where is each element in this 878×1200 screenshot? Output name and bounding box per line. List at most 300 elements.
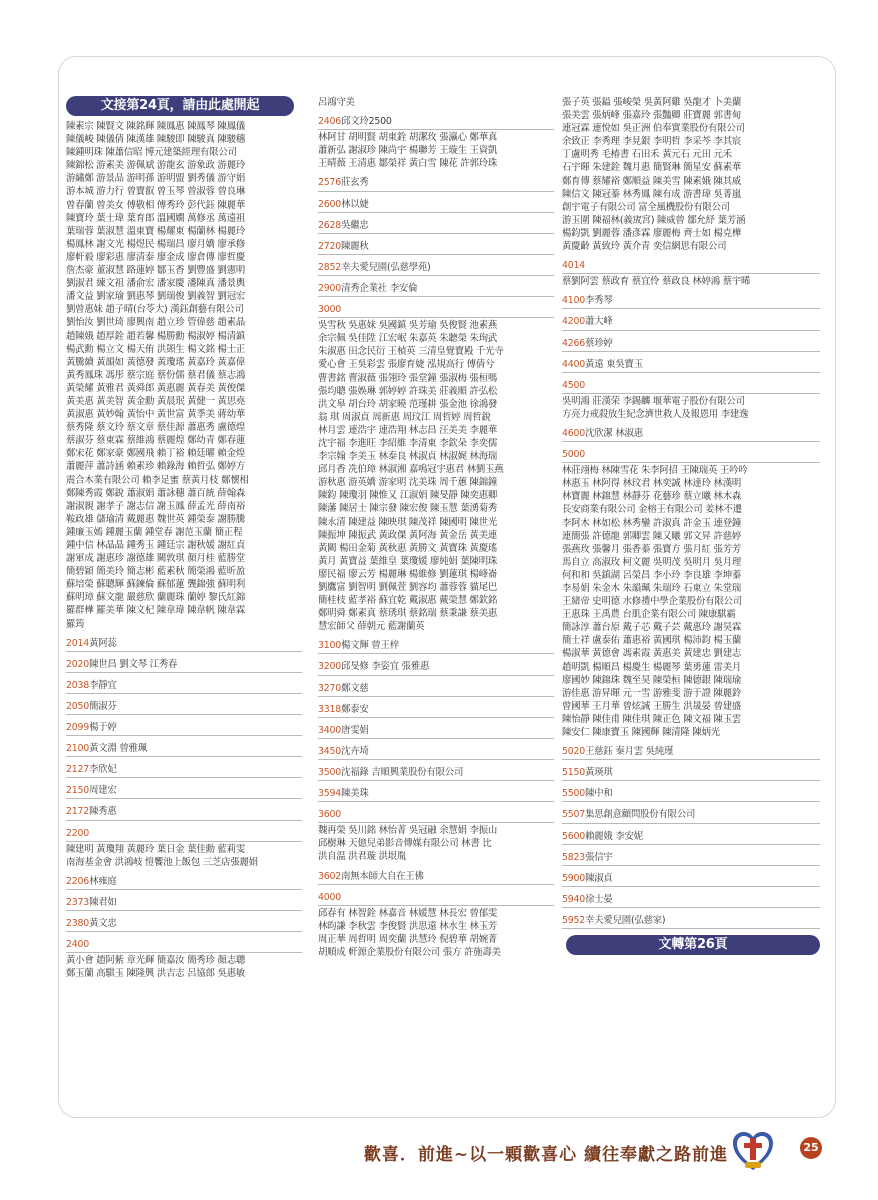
donor-names-line: 慧宏師父 薛朝元 藍謝蘭英 (318, 621, 425, 633)
donation-amount: 5900 (562, 872, 586, 884)
donation-amount: 4266 (562, 337, 586, 349)
donor-names-inline: 簡淑芬 (89, 700, 117, 712)
donation-amount: 5940 (562, 893, 586, 905)
donor-names-line: 蔡淑芬 蔡東霖 蔡維鴻 蔡麗煌 鄭幼青 鄭春蓮 (66, 435, 246, 447)
donation-section (318, 660, 554, 675)
donor-names-line: 劉曾惠妹 趙子晴(台苓大) 漢鈺創藝有限公司 (66, 304, 244, 316)
donor-names-inline: 楊于婷 (89, 722, 117, 734)
donation-amount: 3000 (318, 304, 342, 316)
donation-section (562, 259, 820, 288)
donation-amount-heading (318, 724, 554, 739)
donation-section (562, 872, 820, 887)
donor-names-line: 趙陳娥 趙厚銓 趙若馨 楊勝勳 楊淑婷 楊清鎮 (66, 330, 246, 342)
donor-names-line: 黃小會 趙阿紫 章光輝 簡嘉汝 簡秀珍 顏志聰 (66, 955, 246, 967)
donation-section (66, 827, 302, 869)
donor-names-inline: 蔡珍婷 (585, 337, 613, 349)
donation-section (318, 219, 554, 234)
donor-names-line: 黃慶齡 黃致玲 黃介青 奕信網思有限公司 (562, 241, 727, 253)
donor-names-line: 沈宇福 李進旺 李紹維 李清東 李欽朵 李奕儒 (318, 437, 498, 449)
continued-to-banner: 文轉第26頁 (566, 935, 820, 955)
donation-amount-heading (318, 261, 554, 276)
donation-amount: 3450 (318, 745, 342, 757)
donation-amount-heading (66, 805, 302, 820)
page-footer (0, 1136, 878, 1176)
donor-sections-left (66, 120, 302, 980)
donor-names-line: 張燕玫 張馨月 張香蓁 張寶方 張月紅 張芳芳 (562, 543, 742, 555)
donor-names-line: 陳藩 陳居士 陳宗發 陳宏俊 陳玉慧 葉湧菊秀 (318, 503, 498, 515)
donation-amount: 3600 (318, 809, 342, 821)
donor-names-line: 黃秀鳳珠 馮彤 蔡宗庭 蔡份儒 蔡君儀 蔡志鴻 (66, 369, 246, 381)
donation-amount: 4014 (562, 260, 586, 272)
donor-names-line: 鄭宋花 鄭家豪 鄭國飛 賴丁裕 賴廷曜 賴金煌 (66, 448, 246, 460)
donor-names-line: 陳怡靜 陳佳甫 陳佳琪 陳正色 陳文福 陳玉雲 (562, 713, 742, 725)
donation-amount-heading (318, 703, 554, 718)
donor-names-line: 簡桂枝 藍孝裕 蘇宜乾 戴淑惠 戴榮慧 鄭欽銘 (318, 595, 498, 607)
donor-names-line: 黃闕 楊田金菊 黃秋惠 黃勝文 黃寶珠 黃慶瑤 (318, 542, 498, 554)
donor-names-line: 林莊翊梅 林陳雪花 朱李阿招 王陳瑞英 王吟吟 (562, 465, 748, 477)
donor-names-line: 趙明凱 楊順昌 楊慶生 楊麗琴 葉勇蓮 雷美月 (562, 661, 742, 673)
donation-section (66, 679, 302, 694)
donor-names-inline: 南無本師大自在王佛 (341, 870, 424, 882)
donation-section (66, 896, 302, 911)
donor-names-line: 簡士祥 盧泰佑 蕭惠裕 黃國琪 楊沛鈞 楊玉蘭 (562, 635, 742, 647)
donor-names-line: 洪自温 洪君璇 洪垠胤 (318, 851, 407, 863)
donation-amount: 2150 (66, 785, 90, 797)
donation-amount-heading (66, 938, 302, 953)
donor-names-inline: 徐士晏 (585, 893, 613, 905)
donor-names-inline: 陳世昌 劉文琴 江秀春 (89, 658, 178, 670)
donor-names-line: 林月雲 連浩宇 連浩翔 林志昌 汪美美 李麗華 (318, 424, 498, 436)
donor-names-inline: 陳美珠 (341, 788, 369, 800)
donation-amount: 3602 (318, 870, 342, 882)
donor-names-line: 王惠珠 王禹農 台肌企業有限公司 陳康騏霸 (562, 609, 736, 621)
donation-amount: 3200 (318, 661, 342, 673)
donor-sections-right (562, 96, 820, 929)
donor-names-line: 簡詠淳 蕭台原 戴子芯 戴子芸 戴惠玲 謝昊霖 (562, 622, 742, 634)
donor-names-line: 陳永清 陳建益 陳映琪 陳茂祥 陳國明 陳世光 (318, 516, 498, 528)
donor-names-line: 魏再榮 吳川銘 林怡菁 吳冠融 余慧娟 李振山 (318, 825, 498, 837)
donor-names-line: 游秋惠 游英嬌 游家明 沈美珠 周千蕙 陳錦鐘 (318, 477, 498, 489)
donation-amount: 5600 (562, 830, 586, 842)
donor-names-inline: 陳麗秋 (341, 240, 369, 252)
donor-names-line: 吳雪秋 吳惠妹 吳國鎮 吳芳瑜 吳俊賢 池素燕 (318, 320, 498, 332)
column-middle (318, 96, 554, 965)
donor-names-line: 張美雲 張炳峰 張嘉玲 張豔卿 莊寶麗 郭書甸 (562, 110, 742, 122)
donor-names-inline: 邱旻修 李姿宜 張雅惠 (341, 661, 430, 673)
donor-names-line: 陳寶玲 葉士瑋 葉育郎 溫國嫺 萬修丞 萬遠祖 (66, 212, 246, 224)
donation-amount-heading (66, 827, 302, 842)
donation-section (66, 721, 302, 736)
donor-names-line: 余致正 李秀理 李見銀 李明哲 李采芩 李其宸 (562, 136, 742, 148)
donor-names-line: 邱春有 林智銓 林嘉音 林媛慧 林長宏 曾郁雯 (318, 907, 498, 919)
donation-amount: 3100 (318, 640, 342, 652)
donor-names-line: 鄭陳秀霞 鄭銳 蕭淑娟 蕭詠穗 蕭百統 薛翰森 (66, 487, 246, 499)
donor-names-line: 王晴薇 王清惠 鄒榮祥 黃白雪 陳花 許郭玲珠 (318, 158, 498, 170)
donation-amount: 2200 (66, 827, 90, 839)
donor-names-line: 陳建明 黃瓊翔 黃麗玲 葉日金 葉佳勳 藍莉雯 (66, 843, 246, 855)
donor-names-line: 楊鳳林 謝文光 楊煜民 楊瑞昌 廖月嬌 廖承修 (66, 238, 246, 250)
donor-names-inline: 陳淑貞 (585, 872, 613, 884)
donation-amount: 3318 (318, 703, 342, 715)
donation-amount-heading (562, 787, 820, 802)
donor-names-line: 朱淑惠 田念民衍 王楨英 三清皇覺寶殿 千光寺 (318, 346, 504, 358)
donor-names-line: 楊武勳 楊立文 楊天侑 洪顗生 楊文銘 楊士正 (66, 343, 246, 355)
donation-amount-heading (318, 660, 554, 675)
donor-names-line: 李宗翰 李美玉 林泰良 林淑貞 林淑娓 林海瑞 (318, 451, 498, 463)
donation-amount: 5000 (562, 449, 586, 461)
donation-amount-heading (318, 219, 554, 234)
donor-names-line: 蔡秀隆 蔡文玲 蔡文章 蔡佳源 蕭惠秀 盧德煌 (66, 422, 246, 434)
donation-section (562, 96, 820, 253)
donation-amount-heading (562, 315, 820, 330)
donation-section (318, 240, 554, 255)
donation-amount-heading (562, 427, 820, 442)
donation-amount-heading (562, 914, 820, 929)
donation-amount: 3270 (318, 682, 342, 694)
donor-names-line: 陳素宗 陳賢文 陳銘輝 陳鳳惠 陳鳳琴 陳鳳儀 (66, 121, 246, 132)
donor-names-inline: 鄭文慈 (341, 682, 369, 694)
donor-names-line: 葉瑞蓉 葉淑慧 溫東寶 楊耀東 楊蘭林 楊麗玲 (66, 225, 246, 237)
donor-names-line: 林惠玉 林阿得 林玟君 林奕誠 林達玲 林漢明 (562, 478, 742, 490)
donor-names-line: 呂鴻守美 (318, 97, 355, 108)
donor-names-line: 詹杰豪 董淑慧 路蓮婷 鄒玉香 劉豐盛 劉憲明 (66, 265, 246, 277)
donation-section (318, 870, 554, 885)
donation-amount: 2373 (66, 896, 90, 908)
donation-amount-heading (318, 808, 554, 823)
donor-names-line: 曾國華 王月華 曾炫誠 王勝生 洪晟晏 曾建盛 (562, 700, 742, 712)
donor-names-line: 蘇培榮 蘇聰輝 蘇鍊倫 蘇郁蓮 龔錦強 蘇明利 (66, 579, 246, 591)
donation-amount: 2576 (318, 177, 342, 189)
donor-names-line: 鍾中信 林晶晶 鍾秀玉 鍾廷宗 謝秋媛 謝紅貞 (66, 540, 246, 551)
donor-names-inline: 林以婕 (341, 198, 369, 210)
donor-names-line: 周正華 周哲明 周奕蘭 洪慧玲 倪碧華 胡婉菁 (318, 933, 498, 945)
donor-names-inline: 黃文淵 曾雅珮 (89, 743, 147, 755)
donation-section (318, 198, 554, 213)
donor-names-line: 愛心會 王吳彩雲 張廖育婕 泓規高行 傅倩兮 (318, 359, 495, 371)
donation-amount-heading (318, 115, 554, 130)
donation-amount: 5020 (562, 746, 586, 758)
donor-names-line: 陳安仁 陳康寶玉 陳國輝 陳清隆 陳炳光 (562, 727, 720, 739)
donor-names-inline: 楊文輝 曾王梓 (341, 640, 399, 652)
donation-section (562, 787, 820, 802)
donation-section (562, 379, 820, 421)
donation-section (562, 808, 820, 823)
donor-names-inline: 唐雯娟 (341, 724, 369, 736)
donor-names-line: 胡順成 軒源企業股份有限公司 張方 許施壽美 (318, 946, 501, 958)
donation-section (66, 637, 302, 652)
donor-names-line: 謝淑親 謝孝子 謝志信 謝玉鳳 薛孟光 薛南裕 (66, 500, 246, 512)
donation-amount-heading (562, 259, 820, 274)
donor-names-line: 陳信文 陳冠蓁 林秀鳳 陳有成 游書瑋 吳菁嵐 (562, 188, 742, 200)
donation-amount: 2600 (318, 198, 342, 210)
donor-names-line: 王緒帝 史明德 水修禮中學企業股份有限公司 (562, 596, 742, 608)
donation-amount-heading (318, 766, 554, 781)
donation-amount: 5507 (562, 809, 586, 821)
donor-names-inline: 莊玄秀 (341, 177, 369, 189)
donor-names-line: 黃淑惠 黃妙翰 黃怡中 黃世富 黃季美 蔣幼華 (66, 409, 246, 421)
donation-section (66, 658, 302, 673)
donation-amount-heading (562, 808, 820, 823)
donation-amount: 2050 (66, 700, 90, 712)
donor-names-inline: 陳秀惠 (89, 806, 117, 818)
donor-names-line: 楊鈞凱 劉麗蓉 潘彥霖 廖麗梅 齊士如 楊克樺 (562, 227, 742, 239)
donation-amount-heading (66, 763, 302, 778)
donor-names-line: 張子英 張鎰 張峻榮 吳黃阿雞 吳龍才 卜美蘭 (562, 97, 742, 108)
donation-amount: 2900 (318, 282, 342, 294)
donation-section (66, 875, 302, 890)
donation-amount-heading (562, 893, 820, 908)
continued-from-banner: 文接第24頁，請由此處開起 (66, 96, 294, 116)
donation-section (562, 914, 820, 929)
donation-amount: 3594 (318, 788, 342, 800)
donation-amount: 2406 (318, 116, 342, 128)
donor-names-line: 劉鷹富 劉智明 劉佩萱 劉容均 蕭蓉蓉 貓尾巴 (318, 582, 498, 593)
donation-section (66, 917, 302, 932)
donor-names-inline: 黃文忠 (89, 917, 117, 929)
donation-amount-heading (66, 700, 302, 715)
donation-amount-heading (66, 784, 302, 799)
donation-amount-heading (562, 379, 820, 394)
column-right (562, 96, 820, 959)
donor-sections-middle (318, 96, 554, 959)
donor-names-line: 邱月香 冼伯璋 林淑湘 嘉鳴冠宇惠君 林劉玉燕 (318, 464, 504, 476)
donor-names-line: 李阿木 林如松 林秀鑾 許淑真 許金玉 連登鐘 (562, 517, 742, 529)
donation-amount-heading (318, 176, 554, 191)
donor-names-line: 陳鈞 陳瓊羽 陳惟又 江淑娟 陳旻靜 陳奕惠卿 (318, 490, 498, 502)
donation-section (318, 724, 554, 739)
donor-names-line: 游繡鄭 游景品 游明孫 游明盟 劉秀儀 游守娟 (66, 173, 246, 185)
donation-amount: 2380 (66, 917, 90, 929)
donation-section (318, 303, 554, 633)
donation-amount: 4100 (562, 295, 586, 307)
donor-names-line: 創宇電子有限公司 富全風機股份有限公司 (562, 201, 730, 213)
donor-names-line: 黃騰續 黃韻如 黃德發 黃瓊瑤 黃嘉玲 黃嘉偉 (66, 356, 246, 368)
donation-section (318, 261, 554, 276)
donation-amount: 2400 (66, 939, 90, 951)
donation-amount-heading (66, 896, 302, 911)
donor-names-line: 石宇暉 朱建銓 魏月惠 簡賢琳 簡星安 蘇素華 (562, 162, 742, 174)
donor-names-line: 陳鍾明珠 陳蕭信昭 博元建築經理有限公司 (66, 147, 237, 159)
donation-amount: 5952 (562, 914, 586, 926)
donor-names-line: 翁 琪 周淑貞 周新惠 周玟江 周哲婷 周哲銳 (318, 411, 491, 423)
donor-names-line: 劉怡汝 劉世琦 廖興南 趙立珍 管偉慈 趙素晶 (66, 317, 246, 329)
donor-names-line: 邱樹琳 天億兒弟影音傳媒有限公司 林書 比 (318, 838, 492, 850)
donation-amount-heading (562, 448, 820, 463)
donation-section (562, 315, 820, 330)
donation-section (66, 938, 302, 980)
donation-amount-heading (66, 679, 302, 694)
donor-names-inline: 幸夫愛兒園(弘慈學苑) (341, 261, 431, 273)
donation-amount-heading (562, 766, 820, 781)
donor-names-inline: 賴麗娥 李安妮 (585, 830, 643, 842)
donation-section (562, 766, 820, 781)
donation-amount-heading (562, 337, 820, 352)
donation-amount-heading (66, 721, 302, 736)
donation-amount-heading (318, 787, 554, 802)
donor-names-line: 余宗佩 吳佳陞 江宏岷 朱嘉英 朱聽榮 朱珣武 (318, 333, 498, 345)
donation-amount: 5150 (562, 767, 586, 779)
donation-section (318, 745, 554, 760)
donation-section (66, 742, 302, 757)
donor-names-inline: 清秀企業社 李安倫 (341, 282, 418, 294)
donor-names-inline: 林雍庭 (89, 875, 117, 887)
donation-amount-heading (318, 303, 554, 318)
donor-names-line: 鄭玉蘭 高騏玉 陳隆興 洪吉志 呂協郎 吳惠敏 (66, 968, 246, 980)
donation-amount-heading (318, 745, 554, 760)
donor-names-line: 游玉圍 陳福林(義宬宮) 陳威曾 鄒允紓 葉芳涵 (562, 214, 746, 226)
donor-names-line: 羅筠 (66, 618, 85, 630)
donor-names-line: 黃美惠 黃美智 黃金勳 黃晨珉 黃健一 黃思堯 (66, 395, 246, 407)
donation-amount-heading (66, 742, 302, 757)
donation-section (66, 784, 302, 799)
donation-amount-heading (562, 872, 820, 887)
donation-amount: 2628 (318, 219, 342, 231)
donation-section (318, 115, 554, 170)
donation-amount: 2038 (66, 679, 90, 691)
donor-names-line: 陳振坤 陳振武 黃政傑 黃阿海 黃金岳 黃美連 (318, 529, 498, 541)
donor-names-line: 蕭新弘 謝淑珍 陳尚宇 楊聯芳 王璇生 王資凱 (318, 145, 498, 157)
donor-names-line: 馬自立 高淑玫 柯文麗 吳明茂 吳明月 吳月理 (562, 556, 742, 568)
donor-names-inline: 沈卉埼 (341, 745, 369, 757)
donor-names-inline: 蕭大峰 (585, 316, 613, 328)
donation-section (66, 120, 302, 631)
donor-names-line: 劉淑君 練文祖 潘俞宏 潘家慶 潘陳真 潘景輿 (66, 278, 246, 290)
donor-names-inline: 李靜宜 (89, 679, 117, 691)
donor-names-line: 林阿甘 胡明賢 胡東銓 胡潔玫 張瀛心 鄭華真 (318, 132, 498, 144)
cross-emblem-icon (731, 1130, 775, 1172)
donor-names-line: 游本城 游力行 曾寶叡 曾玉琴 曾淑蓉 曾良琳 (66, 186, 246, 198)
donation-section (318, 787, 554, 802)
donor-names-line: 陳儀峻 陳儀倩 陳漢雄 陳駿即 陳駿真 陳駿穗 (66, 134, 246, 146)
donor-names-line: 蔡劉阿雲 蔡政育 蔡宜伶 蔡政良 林婷鴻 蔡宇晞 (562, 276, 751, 288)
donation-section (318, 282, 554, 297)
donor-names-line: 游佳惠 游昇暉 元一雪 游雅斐 游于證 陳麗鈴 (562, 687, 742, 699)
donor-names-inline: 王慈鈺 秦月雲 吳純瑾 (585, 746, 674, 758)
donation-amount-heading (562, 830, 820, 845)
donor-names-line: 南海基金會 洪鴻岐 愷饗池上飯包 三芝店張麗娟 (66, 856, 258, 868)
donor-names-line: 丁盧明秀 毛椿書 石田禾 黃元石 元田 元禾 (562, 149, 732, 161)
donor-names-line: 陳錦松 游素美 游佩斌 游龍玄 游象政 游麗玲 (66, 160, 246, 172)
donation-section (562, 448, 820, 739)
donation-amount-heading (562, 294, 820, 309)
donation-section (318, 808, 554, 863)
donor-names-line: 簡碧穎 簡美玲 簡志彬 藍素秋 簡榮鴻 藍昕盈 (66, 566, 246, 578)
donor-names-line: 何和和 吳鎮湖 呂榮昌 李小玲 李良雄 李坤蓁 (562, 569, 742, 581)
donation-amount: 4500 (562, 379, 586, 391)
donation-amount-heading (66, 875, 302, 890)
donation-amount: 2172 (66, 806, 90, 818)
donation-amount: 2127 (66, 764, 90, 776)
donor-names-line: 楊淑華 黃德會 馮素霞 黃惠美 黃建忠 劉建志 (562, 648, 742, 660)
donor-names-inline: 黃遠 東吳寶玉 (585, 358, 643, 370)
donation-amount-heading (66, 917, 302, 932)
donor-names-inline: 邱文玲2500 (341, 116, 392, 128)
donor-names-inline: 黃瑛琪 (585, 767, 613, 779)
donation-amount-heading (562, 745, 820, 760)
donor-names-inline: 陳中和 (585, 788, 613, 800)
donation-amount-heading (66, 637, 302, 652)
donation-amount: 2020 (66, 658, 90, 670)
donation-amount: 2852 (318, 261, 342, 273)
donor-names-line: 連冠霖 連悅如 吳正洲 伯奉實業股份有限公司 (562, 123, 745, 135)
donation-amount: 5823 (562, 851, 586, 863)
donor-names-line: 黃榮耀 黃雅君 黃舜郎 黃惠麗 黃春美 黃俊傑 (66, 382, 246, 394)
donation-section (66, 763, 302, 778)
donor-names-inline: 黃阿蕊 (89, 637, 117, 649)
donation-section (318, 766, 554, 781)
donor-names-line: 謝軍成 謝惠珍 謝德雄 闕敦琪 顏月桂 藍勝堂 (66, 553, 246, 565)
donation-amount-heading (318, 240, 554, 255)
donor-names-inline: 張信宇 (585, 851, 613, 863)
donation-amount: 4600 (562, 427, 586, 439)
donor-names-line: 廖國妙 陳錦珠 魏至昊 陳榮桓 陳德銀 陳瑞瑜 (562, 674, 742, 686)
donation-amount: 3400 (318, 724, 342, 736)
donation-section (562, 337, 820, 352)
donor-names-line: 林昀謙 李秋雲 李俊賢 洪思遠 林水生 林玉芳 (318, 920, 498, 932)
donor-names-line: 張均聰 張娛琳 郭婷婷 許珠美 莊義順 許弘松 (318, 385, 498, 397)
donation-amount: 4200 (562, 316, 586, 328)
donor-names-inline: 陳君如 (89, 896, 117, 908)
donation-section (562, 294, 820, 309)
donor-names-line: 廖軒毅 廖彩惠 廖清泰 廖金成 廖倉傳 廖哲慶 (66, 251, 246, 263)
footer-slogan: 歡喜．前進~以一顆歡喜心 續往奉獻之路前進 (363, 1145, 728, 1165)
donor-names-line: 方亮力戒殺放生紀念濟世救人及報恩用 李建逸 (562, 408, 749, 420)
donation-section (562, 830, 820, 845)
donation-amount-heading (318, 870, 554, 885)
donation-amount-heading (318, 198, 554, 213)
donor-names-line: 連簡張 許德龍 郭卿雲 陳又曦 郭文昇 許慈婷 (562, 530, 742, 542)
donor-names-line: 震合木業有限公司 賴李足蜜 蔡黃月枝 鄭懷相 (66, 474, 249, 486)
donation-section (562, 427, 820, 442)
donation-section (562, 358, 820, 373)
donor-names-line: 鄭育傳 蔡耀裕 鄭順益 陳美雪 陳素娥 陳其威 (562, 175, 742, 187)
donor-names-line: 鍾廉玉嫣 鍾麗玉蘭 鍾堂春 謝范玉蘭 簡正程 (66, 526, 243, 538)
donor-names-line: 李易娟 朱金木 朱韻珮 朱瑞玲 石東立 朱堂瑞 (562, 583, 742, 594)
donation-amount: 2099 (66, 722, 90, 734)
donation-amount: 4400 (562, 358, 586, 370)
donor-names-inline: 吳繼忠 (341, 219, 369, 231)
donation-amount-heading (318, 639, 554, 654)
donation-amount-heading (318, 891, 554, 906)
donation-amount-heading (318, 682, 554, 697)
donor-names-line: 洪文皋 胡台玲 胡家曉 范瑾耕 張金池 徐鴻發 (318, 398, 498, 410)
donor-names-inline: 李秀琴 (585, 295, 613, 307)
donor-names-inline: 沈福錄 吉順興業股份有限公司 (341, 766, 464, 778)
donor-names-line: 黃月 黃寶益 葉維皇 葉瓊媛 廖純娟 葉陳明珠 (318, 555, 498, 567)
donor-names-line: 蘇明璋 蘇文龍 嚴慈欣 蘭麗珠 蘭婷 黎氏紅錦 (66, 592, 246, 604)
donor-names-line: 吳明鴻 莊漢荣 李錫麟 堰華電子股份有限公司 (562, 395, 745, 407)
donation-section (318, 703, 554, 718)
donation-amount: 2014 (66, 637, 90, 649)
donation-amount: 2100 (66, 743, 90, 755)
donation-amount: 5500 (562, 788, 586, 800)
donation-section (66, 805, 302, 820)
donor-names-line: 羅群樺 羅美華 陳文杞 陳韋瑋 陳韋帆 陳韋霖 (66, 605, 246, 617)
donation-section (562, 851, 820, 866)
donor-names-line: 長安商業有限公司 金榕王有限公司 姜林不遷 (562, 504, 742, 516)
donation-section (318, 96, 554, 109)
donor-names-line: 蕭麗萍 蕭詩涵 賴素珍 賴錄海 賴哲弘 鄭婷方 (66, 461, 246, 473)
donation-amount-heading (562, 851, 820, 866)
donor-names-line: 潘文益 劉家瑜 劉惠琴 劉瑞俊 劉義智 劉冠宏 (66, 291, 246, 303)
donation-section (66, 700, 302, 715)
donation-section (318, 682, 554, 697)
donation-amount: 4000 (318, 891, 342, 903)
donation-amount: 2206 (66, 875, 90, 887)
donation-amount: 3500 (318, 766, 342, 778)
donor-names-inline: 鄭泰安 (341, 703, 369, 715)
donation-section (318, 639, 554, 654)
